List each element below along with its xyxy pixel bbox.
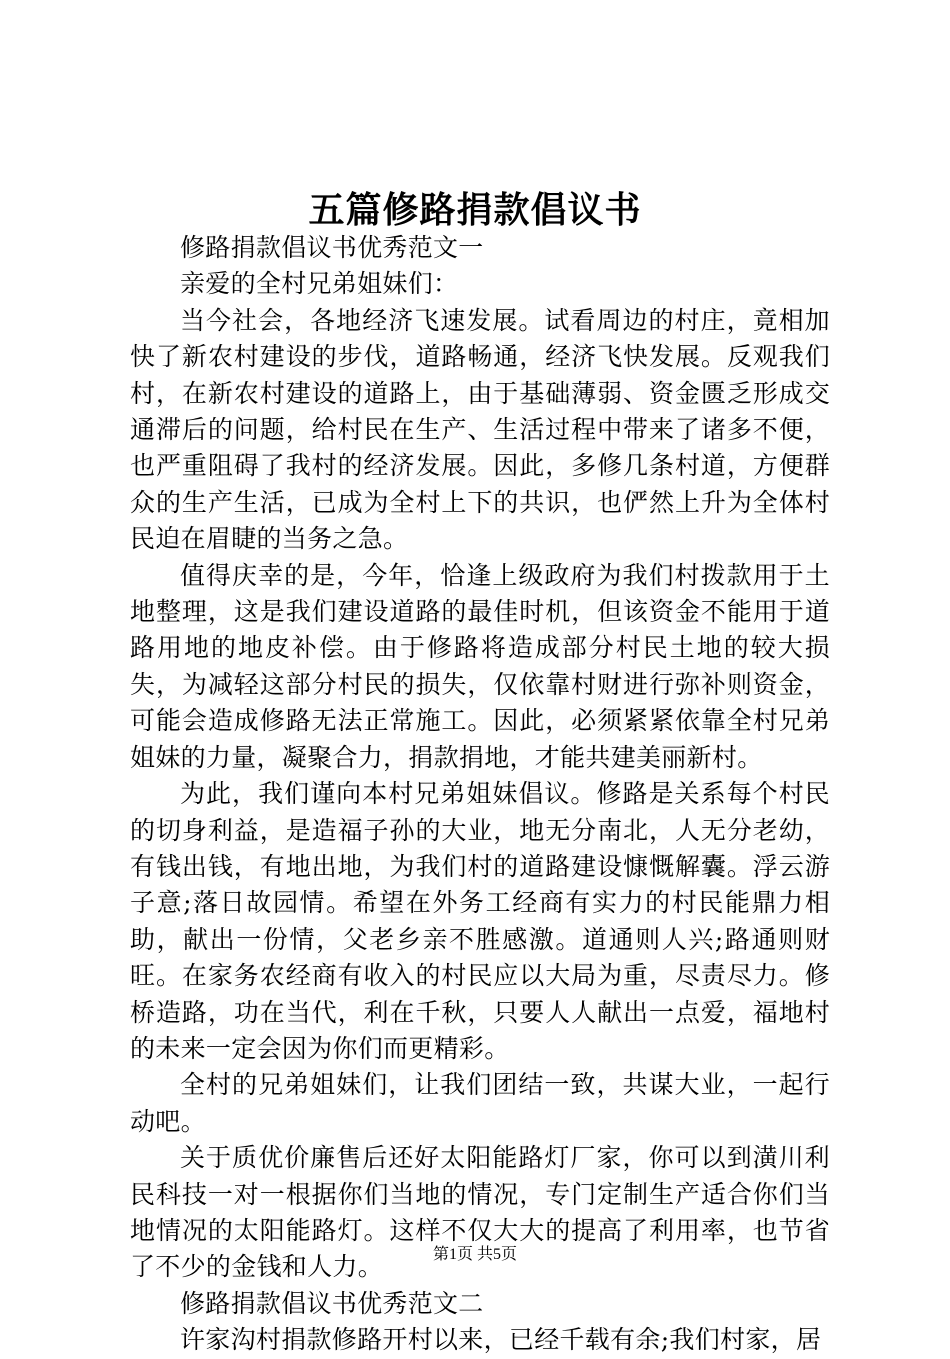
paragraph: 值得庆幸的是，今年，恰逢上级政府为我们村拨款用于土地整理，这是我们建设道路的最佳时机，但该资金不能用于道路用地的地皮补偿。由于修路将造成部分村民土地的较大损失，为减轻这部分村民的损失，仅依靠村财进行弥补则资金，可能会造成修路无法正常施工。因此，必须紧紧依靠全村兄弟姐妹的力量，凝聚合力，捐款捐地，才能共建美丽新村。	[130, 560, 830, 772]
paragraph: 关于质优价廉售后还好太阳能路灯厂家，你可以到潢川利民科技一对一根据你们当地的情况，专门定制生产适合你们当地情况的太阳能路灯。这样不仅大大的提高了利用率，也节省了不少的金钱和人力。	[130, 1143, 830, 1282]
paragraph: 当今社会，各地经济飞速发展。试看周边的村庄，竟相加快了新农村建设的步伐，道路畅通，经济飞快发展。反观我们村，在新农村建设的道路上，由于基础薄弱、资金匮乏形成交通滞后的问题，给村民在生产、生活过程中带来了诸多不便，也严重阻碍了我村的经济发展。因此，多修几条村道，方便群众的生产生活，已成为全村上下的共识，也俨然上升为全体村民迫在眉睫的当务之急。	[130, 305, 830, 554]
page-footer: 第1页 共5页	[432, 1246, 517, 1263]
document-body	[130, 230, 830, 1359]
paragraph: 亲爱的全村兄弟姐妹们：	[180, 269, 459, 299]
paragraph: 为此，我们谨向本村兄弟姐妹倡议。修路是关系每个村民的切身利益，是造福子孙的大业，地无分南北，人无分老幼，有钱出钱，有地出地，为我们村的道路建设慷慨解囊。浮云游子意;落日故园情。希望在外务工经商有实力的村民能鼎力相助，献出一份情，父老乡亲不胜感激。道通则人兴;路通则财旺。在家务农经商有收入的村民应以大局为重，尽责尽力。修桥造路，功在当代，利在千秋，只要人人献出一点爱，福地村的未来一定会因为你们而更精彩。	[130, 779, 830, 1063]
paragraph: 修路捐款倡议书优秀范文二	[180, 1288, 484, 1318]
paragraph: 修路捐款倡议书优秀范文一	[180, 233, 484, 262]
paragraph: 全村的兄弟姐妹们，让我们团结一致，共谋大业，一起行动吧。	[130, 1070, 830, 1136]
document-title: 五篇修路捐款倡议书	[308, 189, 642, 231]
paragraph: 许家沟村捐款修路开村以来，已经千载有余;我们村家，居	[180, 1325, 822, 1355]
